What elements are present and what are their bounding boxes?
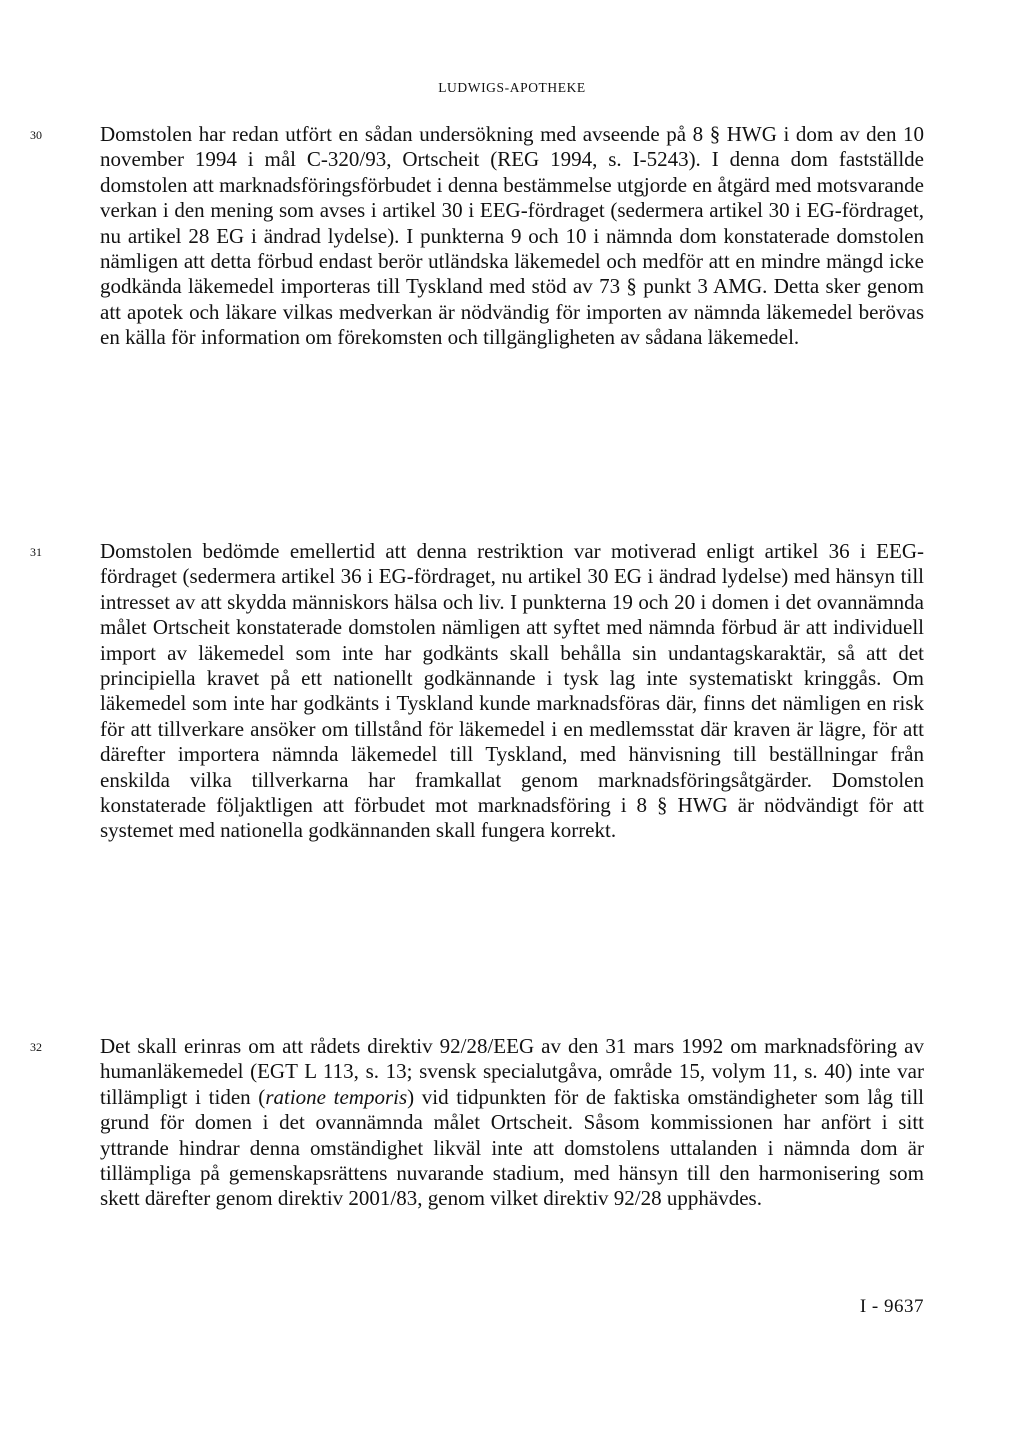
paragraph-text: Domstolen har redan utfört en sådan undersökning med avseende på 8 § HWG i dom av den 10 november 1994 i mål C-320/93, Ortscheit (REG 1994, s. I-5243). I denna dom fastställde domstolen att marknadsföringsförbudet i denna bestämmelse utgjorde en åtgärd med motsvarande verkan i den mening som avses i artikel 30 i EEG-fördraget (sedermera artikel 30 i EG-fördraget, nu artikel 28 EG i ändrad lydelse). I punkterna 9 och 10 i nämnda dom konstaterade domstolen nämligen att detta förbud endast berör utländska läkemedel och medför att en mindre mängd icke godkända läkemedel importeras till Tyskland med stöd av 73 § punkt 3 AMG. Detta sker genom att apotek och läkare vilkas medverkan är nödvändig för importen av nämnda läkemedel berövas en källa för information om förekomsten och tillgängligheten av sådana läkemedel.	[100, 122, 924, 350]
latin-term: ratione temporis	[265, 1084, 408, 1109]
paragraph-number: 31	[30, 545, 42, 559]
paragraph-text-part: Det skall erinras om att rådets direktiv 92/28/EEG av den 31 mars 1992 om marknadsföring av humanläkemedel (EGT L 113, s. 13; svensk specialutgåva, område 15, volym 11, s. 40) inte var tillämpligt i tiden (	[100, 1034, 924, 1109]
running-header: LUDWIGS-APOTHEKE	[438, 80, 586, 95]
page-number: I - 9637	[859, 1296, 924, 1317]
paragraph-text-part: ) vid tidpunkten för de faktiska omständigheter som låg till grund för domen i det ovannämnda målet Ortscheit. Såsom kommissionen har anfört i sitt yttrande hindrar denna omständighet likväl inte att domstolens uttalanden i nämnda dom är tillämpliga på gemenskapsrättens nuvarande stadium, med hänsyn till den harmonisering som skett därefter genom direktiv 2001/83, genom vilket direktiv 92/28 upphävdes.	[100, 1084, 924, 1211]
paragraph-30	[30, 122, 924, 351]
paragraph-31	[30, 539, 924, 844]
paragraph-32	[30, 1034, 924, 1212]
paragraph-text	[100, 1034, 924, 1212]
paragraph-text: Domstolen bedömde emellertid att denna restriktion var motiverad enligt artikel 36 i EEG-fördraget (sedermera artikel 36 i EG-fördraget, nu artikel 30 EG i ändrad lydelse) med hänsyn till intresset av att skydda människors hälsa och liv. I punkterna 19 och 20 i domen i det ovannämnda målet Ortscheit konstaterade domstolen nämligen att syftet med nämnda förbud är att individuell import av läkemedel som inte har godkänts skall behålla sin undantagskaraktär, så att det principiella kravet på ett nationellt godkännande i tysk lag inte systematiskt kringgås. Om läkemedel som inte har godkänts i Tyskland kunde marknadsföras där, finns det nämligen en risk för att tillverkare ansöker om tillstånd för läkemedel i en medlemsstat där kraven är lägre, för att därefter importera nämnda läkemedel till Tyskland, med hänvisning till beställningar från enskilda vilka tillverkarna har framkallat genom marknadsföringsåtgärder. Domstolen konstaterade följaktligen att förbudet mot marknadsföring i 8 § HWG är nödvändigt för att systemet med nationella godkännanden skall fungera korrekt.	[100, 539, 924, 843]
paragraph-number: 32	[30, 1040, 42, 1054]
paragraph-number: 30	[30, 128, 42, 142]
